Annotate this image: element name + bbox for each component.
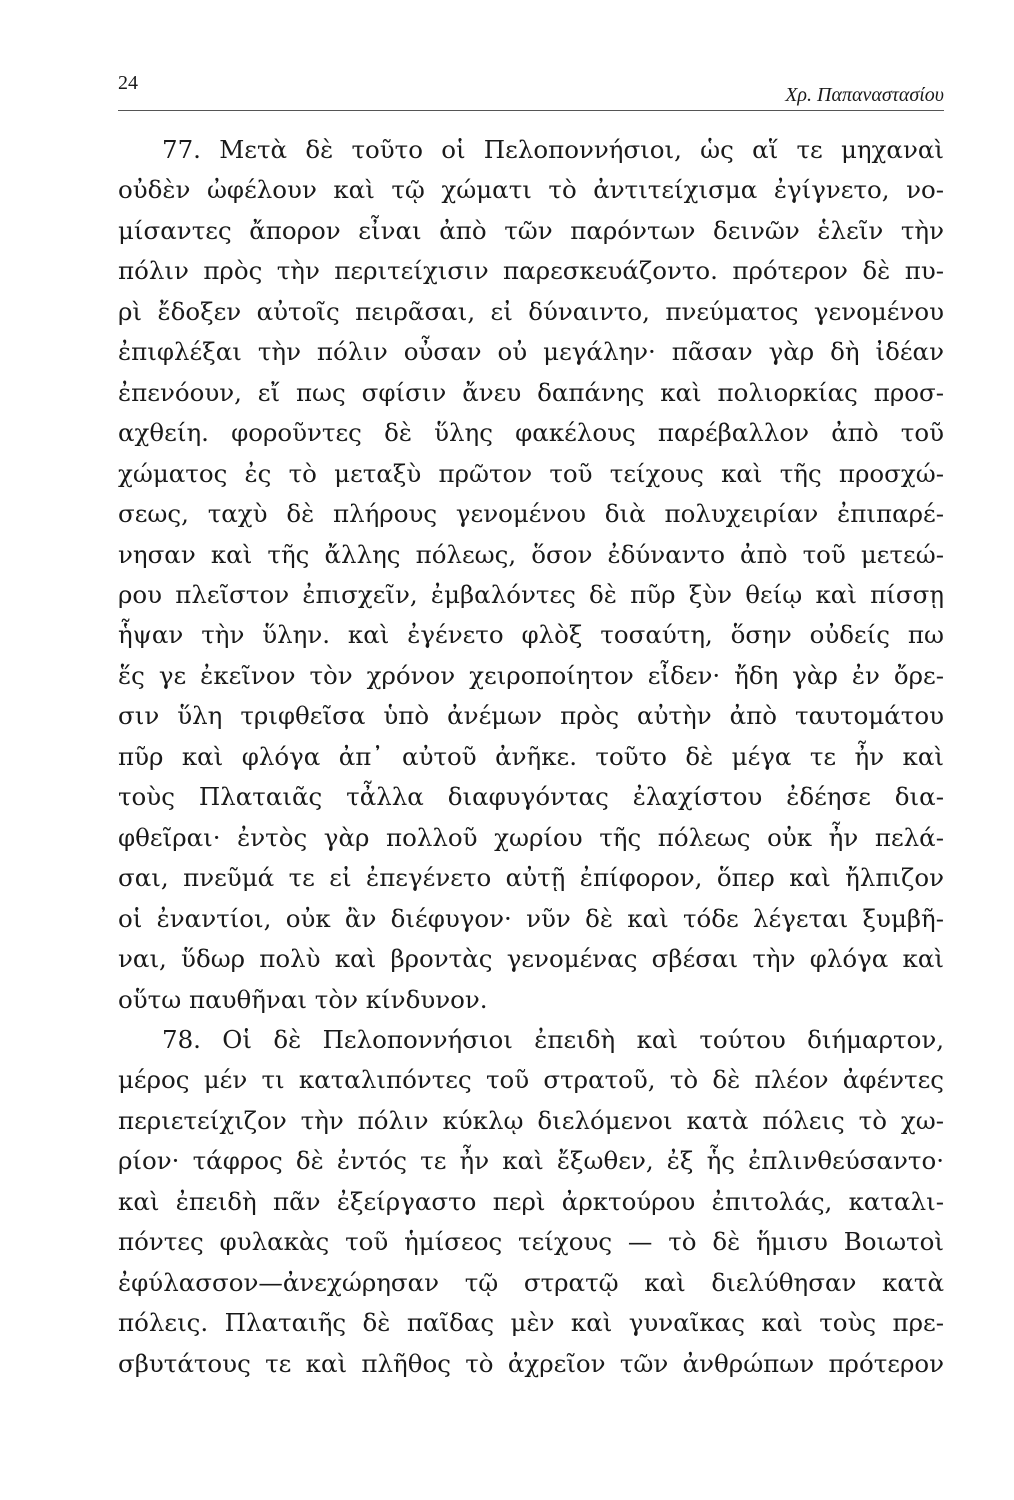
text-line: ἐπενόουν, εἴ πως σφίσιν ἄνευ δαπάνης καὶ πολιορκίας προσ- bbox=[118, 377, 944, 407]
text-line: ρου πλεῖστον ἐπισχεῖν, ἐμβαλόντες δὲ πῦρ ξὺν θείῳ καὶ πίσσῃ bbox=[118, 579, 944, 609]
text-line: σεως, ταχὺ δὲ πλήρους γενομένου διὰ πολυχειρίαν ἐπιπαρέ- bbox=[118, 499, 944, 529]
text-line: περιετείχιζον τὴν πόλιν κύκλῳ διελόμενοι κατὰ πόλεις τὸ χω- bbox=[118, 1105, 944, 1135]
text-line: οἱ ἐναντίοι, οὐκ ἂν διέφυγον· νῦν δὲ καὶ τόδε λέγεται ξυμβῆ- bbox=[118, 903, 944, 933]
text-line: ρὶ ἔδοξεν αὐτοῖς πειρᾶσαι, εἰ δύναιντο, πνεύματος γενομένου bbox=[118, 296, 944, 326]
text-line: ναι, ὕδωρ πολὺ καὶ βροντὰς γενομένας σβέσαι τὴν φλόγα καὶ bbox=[118, 944, 944, 974]
text-line: ἕς γε ἐκεῖνον τὸν χρόνον χειροποίητον εἶδεν· ἤδη γὰρ ἐν ὄρε- bbox=[118, 660, 944, 690]
text-line: μέρος μέν τι καταλιπόντες τοῦ στρατοῦ, τὸ δὲ πλέον ἀφέντες bbox=[118, 1065, 944, 1095]
text-line: πῦρ καὶ φλόγα ἀπ᾽ αὐτοῦ ἀνῆκε. τοῦτο δὲ μέγα τε ἦν καὶ bbox=[118, 741, 944, 771]
text-line: οὐδὲν ὠφέλουν καὶ τῷ χώματι τὸ ἀντιτείχισμα ἐγίγνετο, νο- bbox=[118, 175, 944, 205]
text-line: 78. Οἱ δὲ Πελοποννήσιοι ἐπειδὴ καὶ τούτου διήμαρτον, bbox=[162, 1024, 944, 1054]
text-line: καὶ ἐπειδὴ πᾶν ἐξείργαστο περὶ ἀρκτούρου ἐπιτολάς, καταλι- bbox=[118, 1186, 944, 1216]
text-line: ἐφύλασσον—ἀνεχώρησαν τῷ στρατῷ καὶ διελύθησαν κατὰ bbox=[118, 1267, 944, 1297]
header-rule bbox=[118, 110, 944, 111]
text-line: ἧψαν τὴν ὕλην. καὶ ἐγένετο φλὸξ τοσαύτη, ὅσην οὐδείς πω bbox=[118, 620, 944, 650]
page-number: 24 bbox=[118, 72, 138, 94]
text-line: πόλεις. Πλαταιῆς δὲ παῖδας μὲν καὶ γυναῖκας καὶ τοὺς πρε- bbox=[118, 1308, 944, 1338]
text-line: νησαν καὶ τῆς ἄλλης πόλεως, ὅσον ἐδύναντο ἀπὸ τοῦ μετεώ- bbox=[118, 539, 944, 569]
text-line: 77. Μετὰ δὲ τοῦτο οἱ Πελοποννήσιοι, ὡς αἵ τε μηχαναὶ bbox=[162, 135, 944, 164]
text-line: χώματος ἐς τὸ μεταξὺ πρῶτον τοῦ τείχους καὶ τῆς προσχώ- bbox=[118, 458, 944, 488]
text-line: οὕτω παυθῆναι τὸν κίνδυνον. bbox=[118, 984, 488, 1014]
text-line: αχθείη. φοροῦντες δὲ ὕλης φακέλους παρέβαλλον ἀπὸ τοῦ bbox=[118, 418, 944, 448]
text-line: τοὺς Πλαταιᾶς τἆλλα διαφυγόντας ἐλαχίστου ἐδέησε δια- bbox=[118, 782, 944, 812]
text-line: ρίον· τάφρος δὲ ἐντός τε ἦν καὶ ἔξωθεν, ἐξ ἧς ἐπλινθεύσαντο· bbox=[118, 1146, 944, 1176]
body-text bbox=[118, 130, 944, 1384]
running-head: Χρ. Παπαναστασίου bbox=[785, 84, 944, 106]
text-line: ἐπιφλέξαι τὴν πόλιν οὖσαν οὐ μεγάλην· πᾶσαν γὰρ δὴ ἰδέαν bbox=[118, 337, 944, 367]
text-line: πόντες φυλακὰς τοῦ ἡμίσεος τείχους — τὸ δὲ ἥμισυ Βοιωτοὶ bbox=[118, 1227, 944, 1257]
text-line: σιν ὕλη τριφθεῖσα ὑπὸ ἀνέμων πρὸς αὐτὴν ἀπὸ ταυτομάτου bbox=[118, 701, 944, 731]
text-line: σβυτάτους τε καὶ πλῆθος τὸ ἀχρεῖον τῶν ἀνθρώπων πρότερον bbox=[118, 1348, 944, 1378]
text-line: πόλιν πρὸς τὴν περιτείχισιν παρεσκευάζοντο. πρότερον δὲ πυ- bbox=[118, 256, 944, 286]
text-line: σαι, πνεῦμά τε εἰ ἐπεγένετο αὐτῇ ἐπίφορον, ὅπερ καὶ ἤλπιζον bbox=[118, 863, 944, 893]
text-line: μίσαντες ἄπορον εἶναι ἀπὸ τῶν παρόντων δεινῶν ἑλεῖν τὴν bbox=[118, 215, 944, 245]
text-line: φθεῖραι· ἐντὸς γὰρ πολλοῦ χωρίου τῆς πόλεως οὐκ ἦν πελά- bbox=[118, 822, 944, 852]
